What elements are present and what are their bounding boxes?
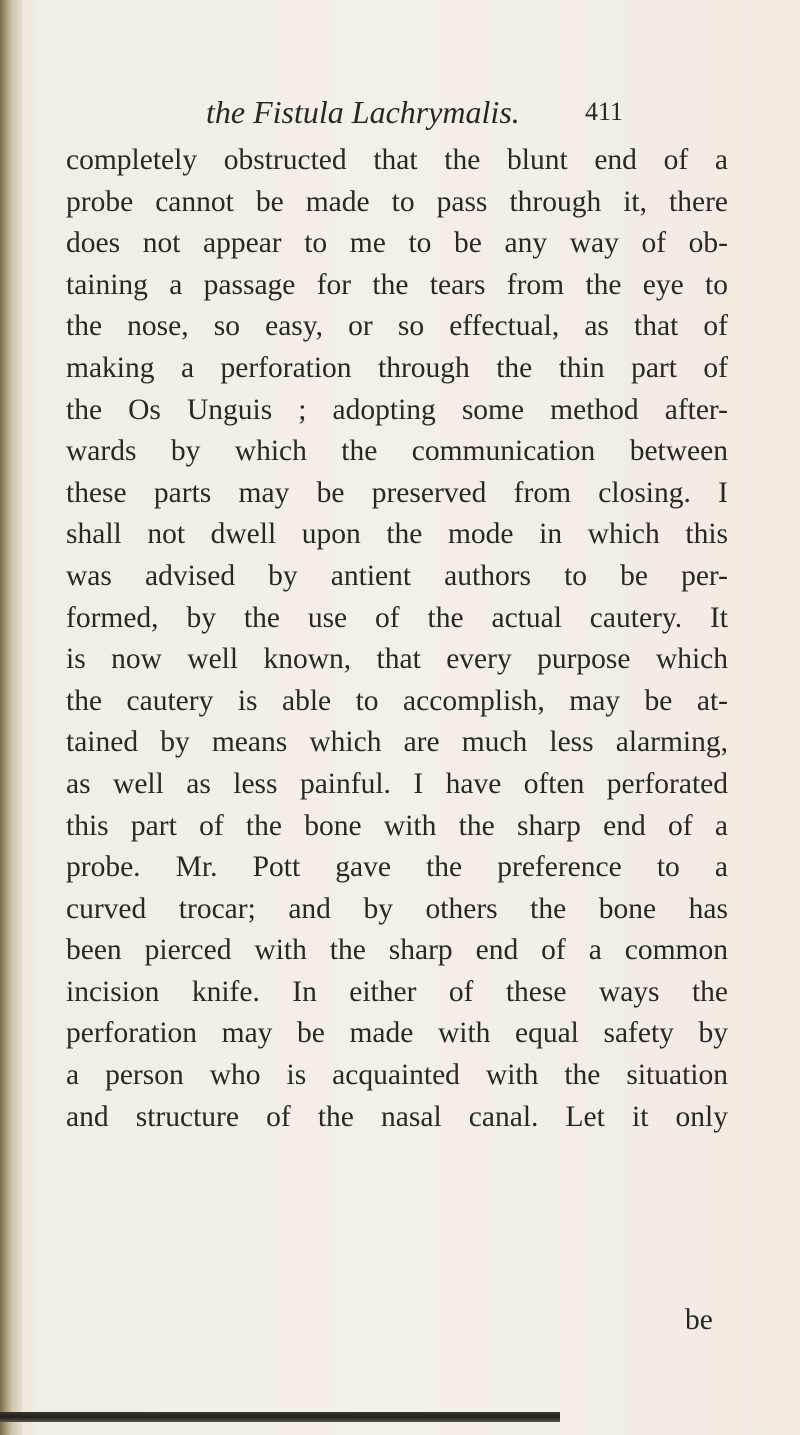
text-line: shall not dwell upon the mode in which this bbox=[66, 518, 728, 551]
text-line: formed, by the use of the actual cautery. It bbox=[66, 601, 728, 634]
catchword: be bbox=[685, 1304, 713, 1336]
text-line: a person who is acquainted with the situation bbox=[66, 1059, 728, 1092]
text-line: taining a passage for the tears from the eye to bbox=[66, 268, 728, 301]
text-line: wards by which the communication between bbox=[66, 435, 728, 468]
text-line: probe. Mr. Pott gave the preference to a bbox=[66, 851, 728, 884]
text-line: perforation may be made with equal safety by bbox=[66, 1017, 728, 1050]
text-line: completely obstructed that the blunt end of a bbox=[66, 144, 728, 176]
text-line: the Os Unguis ; adopting some method after- bbox=[66, 393, 728, 426]
page-bottom-edge bbox=[0, 1412, 560, 1422]
text-line: making a perforation through the thin part of bbox=[66, 351, 728, 384]
text-line: as well as less painful. I have often perforated bbox=[66, 767, 728, 800]
text-line: is now well known, that every purpose which bbox=[66, 643, 728, 676]
text-line: does not appear to me to be any way of ob- bbox=[66, 227, 728, 260]
page-number: 411 bbox=[585, 97, 624, 126]
text-line: tained by means which are much less alarming, bbox=[66, 726, 728, 759]
page-binding-edge bbox=[0, 0, 22, 1435]
running-title: the Fistula Lachrymalis. bbox=[206, 94, 520, 130]
text-line: this part of the bone with the sharp end of a bbox=[66, 809, 728, 842]
text-line: these parts may be preserved from closing. I bbox=[66, 476, 728, 509]
text-line: was advised by antient authors to be per- bbox=[66, 559, 728, 592]
text-line: incision knife. In either of these ways the bbox=[66, 975, 728, 1008]
text-line: curved trocar; and by others the bone has bbox=[66, 892, 728, 925]
body-text bbox=[66, 140, 728, 1138]
page-header bbox=[0, 92, 800, 132]
text-line: the nose, so easy, or so effectual, as that of bbox=[66, 310, 728, 343]
text-line: and structure of the nasal canal. Let it only bbox=[66, 1100, 728, 1133]
text-line: the cautery is able to accomplish, may be at- bbox=[66, 684, 728, 717]
text-line: probe cannot be made to pass through it, there bbox=[66, 185, 728, 218]
text-line: been pierced with the sharp end of a common bbox=[66, 934, 728, 967]
